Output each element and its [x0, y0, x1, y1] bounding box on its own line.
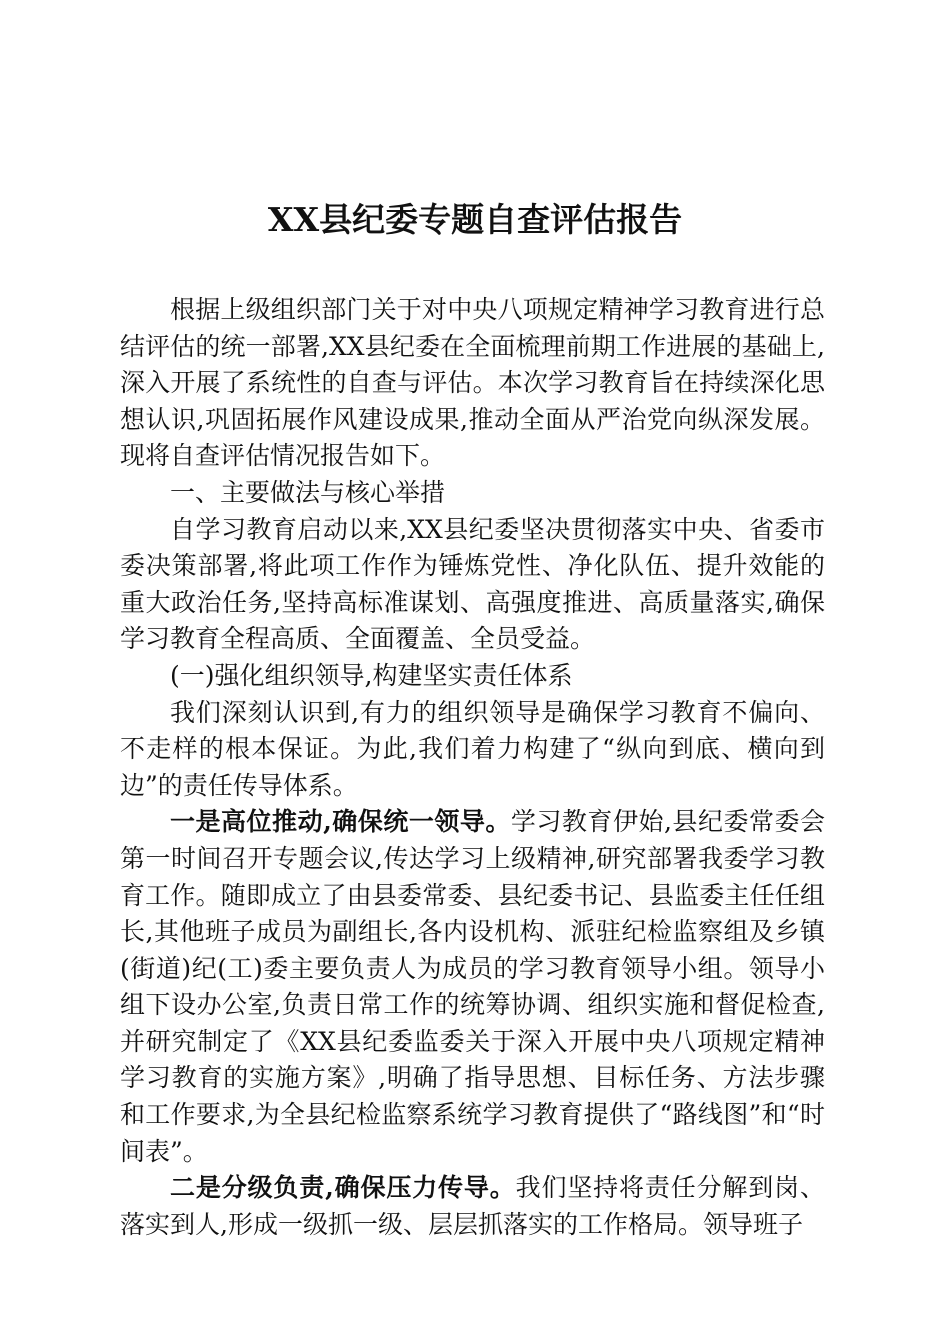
point-1-lead: 一是高位推动,确保统一领导。: [170, 807, 511, 837]
document-body: [120, 292, 825, 1243]
point-2-paragraph: [120, 1170, 825, 1243]
point-2-lead: 二是分级负责,确保压力传导。: [170, 1173, 516, 1203]
section-heading-1: 一、主要做法与核心举措: [170, 477, 446, 507]
point-1-paragraph: [120, 804, 825, 1170]
section-1-paragraph: 自学习教育启动以来,XX县纪委坚决贯彻落实中央、省委市委决策部署,将此项工作作为锤炼党性、净化队伍、提升效能的重大政治任务,坚持高标准谋划、高强度推进、高质量落实,确保学习教育全程高质、全面覆盖、全员受益。: [120, 514, 825, 654]
intro-paragraph: 根据上级组织部门关于对中央八项规定精神学习教育进行总结评估的统一部署,XX县纪委在全面梳理前期工作进展的基础上,深入开展了系统性的自查与评估。本次学习教育旨在持续深化思想认识,巩固拓展作风建设成果,推动全面从严治党向纵深发展。现将自查评估情况报告如下。: [120, 295, 825, 471]
subsection-1-paragraph: 我们深刻认识到,有力的组织领导是确保学习教育不偏向、不走样的根本保证。为此,我们着力构建了“纵向到底、横向到边”的责任传导体系。: [120, 697, 825, 800]
subsection-heading-1: (一)强化组织领导,构建坚实责任体系: [170, 660, 573, 690]
document-title: XX县纪委专题自查评估报告: [267, 200, 683, 239]
point-2-text: 我们坚持将责任分解到岗、落实到人,形成一级抓一级、层层抓落实的工作格局。领导班子: [120, 1173, 825, 1239]
point-1-text: 学习教育伊始,县纪委常委会第一时间召开专题会议,传达学习上级精神,研究部署我委学习教育工作。随即成立了由县委常委、县纪委书记、县监委主任任组长,其他班子成员为副组长,各内设机构、派驻纪检监察组及乡镇(街道)纪(工)委主要负责人为成员的学习教育领导小组。领导小组下设办公室,负责日常工作的统筹协调、组织实施和督促检查,并研究制定了《XX县纪委监委关于深入开展中央八项规定精神学习教育的实施方案》,明确了指导思想、目标任务、方法步骤和工作要求,为全县纪检监察系统学习教育提供了“路线图”和“时间表”。: [120, 807, 825, 1166]
